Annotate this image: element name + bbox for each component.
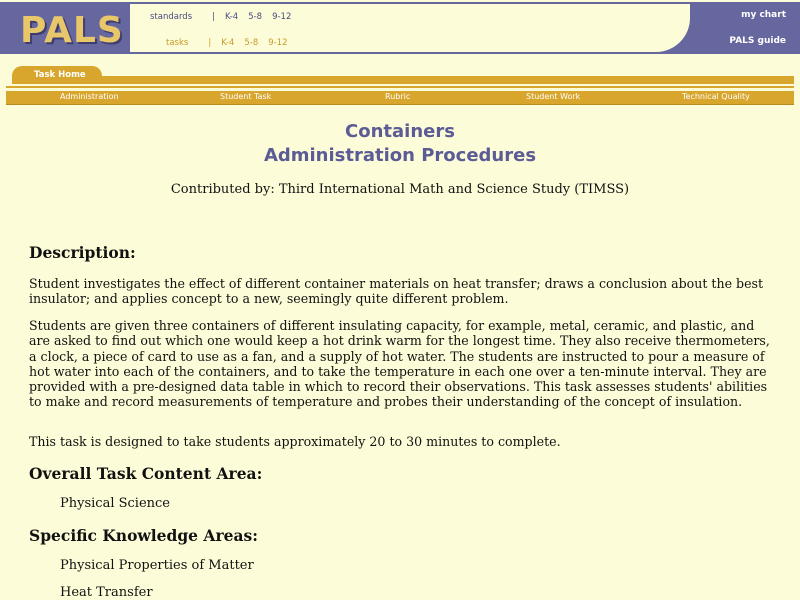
menu-item-student-task[interactable]: Student Task xyxy=(220,92,272,101)
logo-container[interactable] xyxy=(6,6,124,50)
contributor-line: Contributed by: Third International Math and Science Study (TIMSS) xyxy=(170,182,630,197)
time-note: This task is designed to take students approximately 20 to 30 minutes to complete. xyxy=(29,434,561,449)
tasks-k4-link[interactable]: K-4 xyxy=(221,38,235,48)
tab-task-home[interactable]: Task Home xyxy=(12,66,102,84)
knowledge-item: Heat Transfer xyxy=(60,585,153,600)
section-menu xyxy=(6,91,794,104)
content-area-heading: Overall Task Content Area: xyxy=(29,464,263,483)
description-paragraph-2: Students are given three containers of different insulating capacity, for example, metal, ceramic, and plastic, and are asked to find out which one would keep a hot drink warm for the longest time. They also receive thermometers, a clock, a piece of card to use as a fan, and a supply of hot water. The students are instructed to pour a measure of hot water into each of the containers, and to take the temperature in each one over a ten-minute interval. They are provided with a pre-designed data table in which to record their observations. This task assesses students' abilities to make and record measurements of temperature and probes their understanding of the concept of insulation. xyxy=(29,318,770,410)
description-heading: Description: xyxy=(29,243,136,262)
standards-nav xyxy=(150,12,301,22)
standards-k4-link[interactable]: K-4 xyxy=(225,12,239,22)
menu-item-rubric[interactable]: Rubric xyxy=(385,92,411,101)
tasks-58-link[interactable]: 5-8 xyxy=(244,38,259,48)
knowledge-areas-heading: Specific Knowledge Areas: xyxy=(29,526,258,545)
divider xyxy=(6,104,794,105)
standards-link[interactable]: standards xyxy=(150,12,193,22)
menu-item-student-work[interactable]: Student Work xyxy=(526,92,581,101)
nav-separator: | xyxy=(208,38,212,48)
menu-item-administration[interactable]: Administration xyxy=(60,92,119,101)
page-title: Containers xyxy=(345,121,455,142)
site-header xyxy=(0,0,800,56)
content-area-value: Physical Science xyxy=(60,496,170,511)
tasks-nav xyxy=(150,38,298,48)
nav-separator: | xyxy=(212,12,216,22)
my-chart-link[interactable]: my chart xyxy=(741,10,786,20)
description-paragraph-1: Student investigates the effect of different container materials on heat transfer; draws a conclusion about the best insulator; and applies concept to a new, seemingly quite different problem. xyxy=(29,276,764,307)
pals-guide-link[interactable]: PALS guide xyxy=(729,36,786,46)
nav-panel xyxy=(130,4,690,52)
tab-strip-band xyxy=(86,76,794,84)
menu-item-technical-quality[interactable]: Technical Quality xyxy=(682,92,750,101)
page-subtitle: Administration Procedures xyxy=(263,145,537,166)
pals-logo[interactable]: PALS xyxy=(20,10,124,51)
divider xyxy=(6,86,794,88)
tasks-link[interactable]: tasks xyxy=(166,38,189,48)
knowledge-item: Physical Properties of Matter xyxy=(60,558,254,573)
standards-58-link[interactable]: 5-8 xyxy=(248,12,263,22)
tab-strip xyxy=(6,64,794,86)
standards-912-link[interactable]: 9-12 xyxy=(272,12,292,22)
tasks-912-link[interactable]: 9-12 xyxy=(268,38,288,48)
